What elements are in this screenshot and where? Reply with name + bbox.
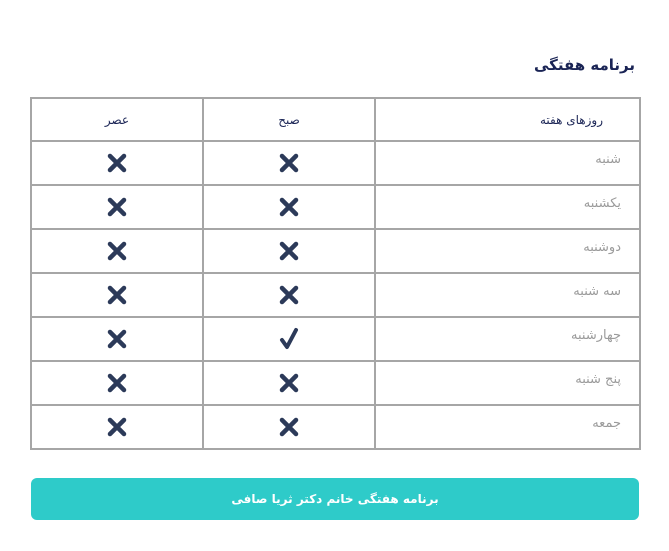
morning-cell xyxy=(203,317,375,361)
header-afternoon: عصر xyxy=(31,98,203,141)
cross-icon xyxy=(107,285,127,304)
afternoon-cell xyxy=(31,141,203,185)
morning-cell xyxy=(203,273,375,317)
table-header-row xyxy=(31,98,640,141)
doctor-schedule-button[interactable]: برنامه هفتگی خانم دکتر ثریا صافی xyxy=(31,478,639,520)
day-cell: یکشنبه xyxy=(375,185,640,229)
cross-icon xyxy=(107,153,127,172)
afternoon-cell xyxy=(31,317,203,361)
table-row xyxy=(31,229,640,273)
header-days: روزهای هفته xyxy=(375,98,640,141)
day-cell: چهارشنبه xyxy=(375,317,640,361)
cross-icon xyxy=(279,417,299,436)
weekly-schedule-table xyxy=(30,97,641,450)
afternoon-cell xyxy=(31,405,203,449)
table-row xyxy=(31,405,640,449)
cross-icon xyxy=(107,241,127,260)
cross-icon xyxy=(107,329,127,348)
table-row xyxy=(31,361,640,405)
cross-icon xyxy=(279,373,299,392)
table-row xyxy=(31,273,640,317)
day-cell: سه شنبه xyxy=(375,273,640,317)
cross-icon xyxy=(279,241,299,260)
afternoon-cell xyxy=(31,361,203,405)
table-row xyxy=(31,185,640,229)
afternoon-cell xyxy=(31,273,203,317)
check-icon xyxy=(279,329,299,348)
day-cell: دوشنبه xyxy=(375,229,640,273)
day-cell: جمعه xyxy=(375,405,640,449)
cross-icon xyxy=(107,197,127,216)
day-cell: پنج شنبه xyxy=(375,361,640,405)
cross-icon xyxy=(107,373,127,392)
cross-icon xyxy=(279,153,299,172)
table-row xyxy=(31,317,640,361)
morning-cell xyxy=(203,229,375,273)
header-morning: صبح xyxy=(203,98,375,141)
page-title: برنامه هفتگی xyxy=(533,56,635,74)
afternoon-cell xyxy=(31,185,203,229)
morning-cell xyxy=(203,141,375,185)
cross-icon xyxy=(279,285,299,304)
table-row xyxy=(31,141,640,185)
morning-cell xyxy=(203,405,375,449)
morning-cell xyxy=(203,361,375,405)
cross-icon xyxy=(279,197,299,216)
cross-icon xyxy=(107,417,127,436)
day-cell: شنبه xyxy=(375,141,640,185)
afternoon-cell xyxy=(31,229,203,273)
morning-cell xyxy=(203,185,375,229)
